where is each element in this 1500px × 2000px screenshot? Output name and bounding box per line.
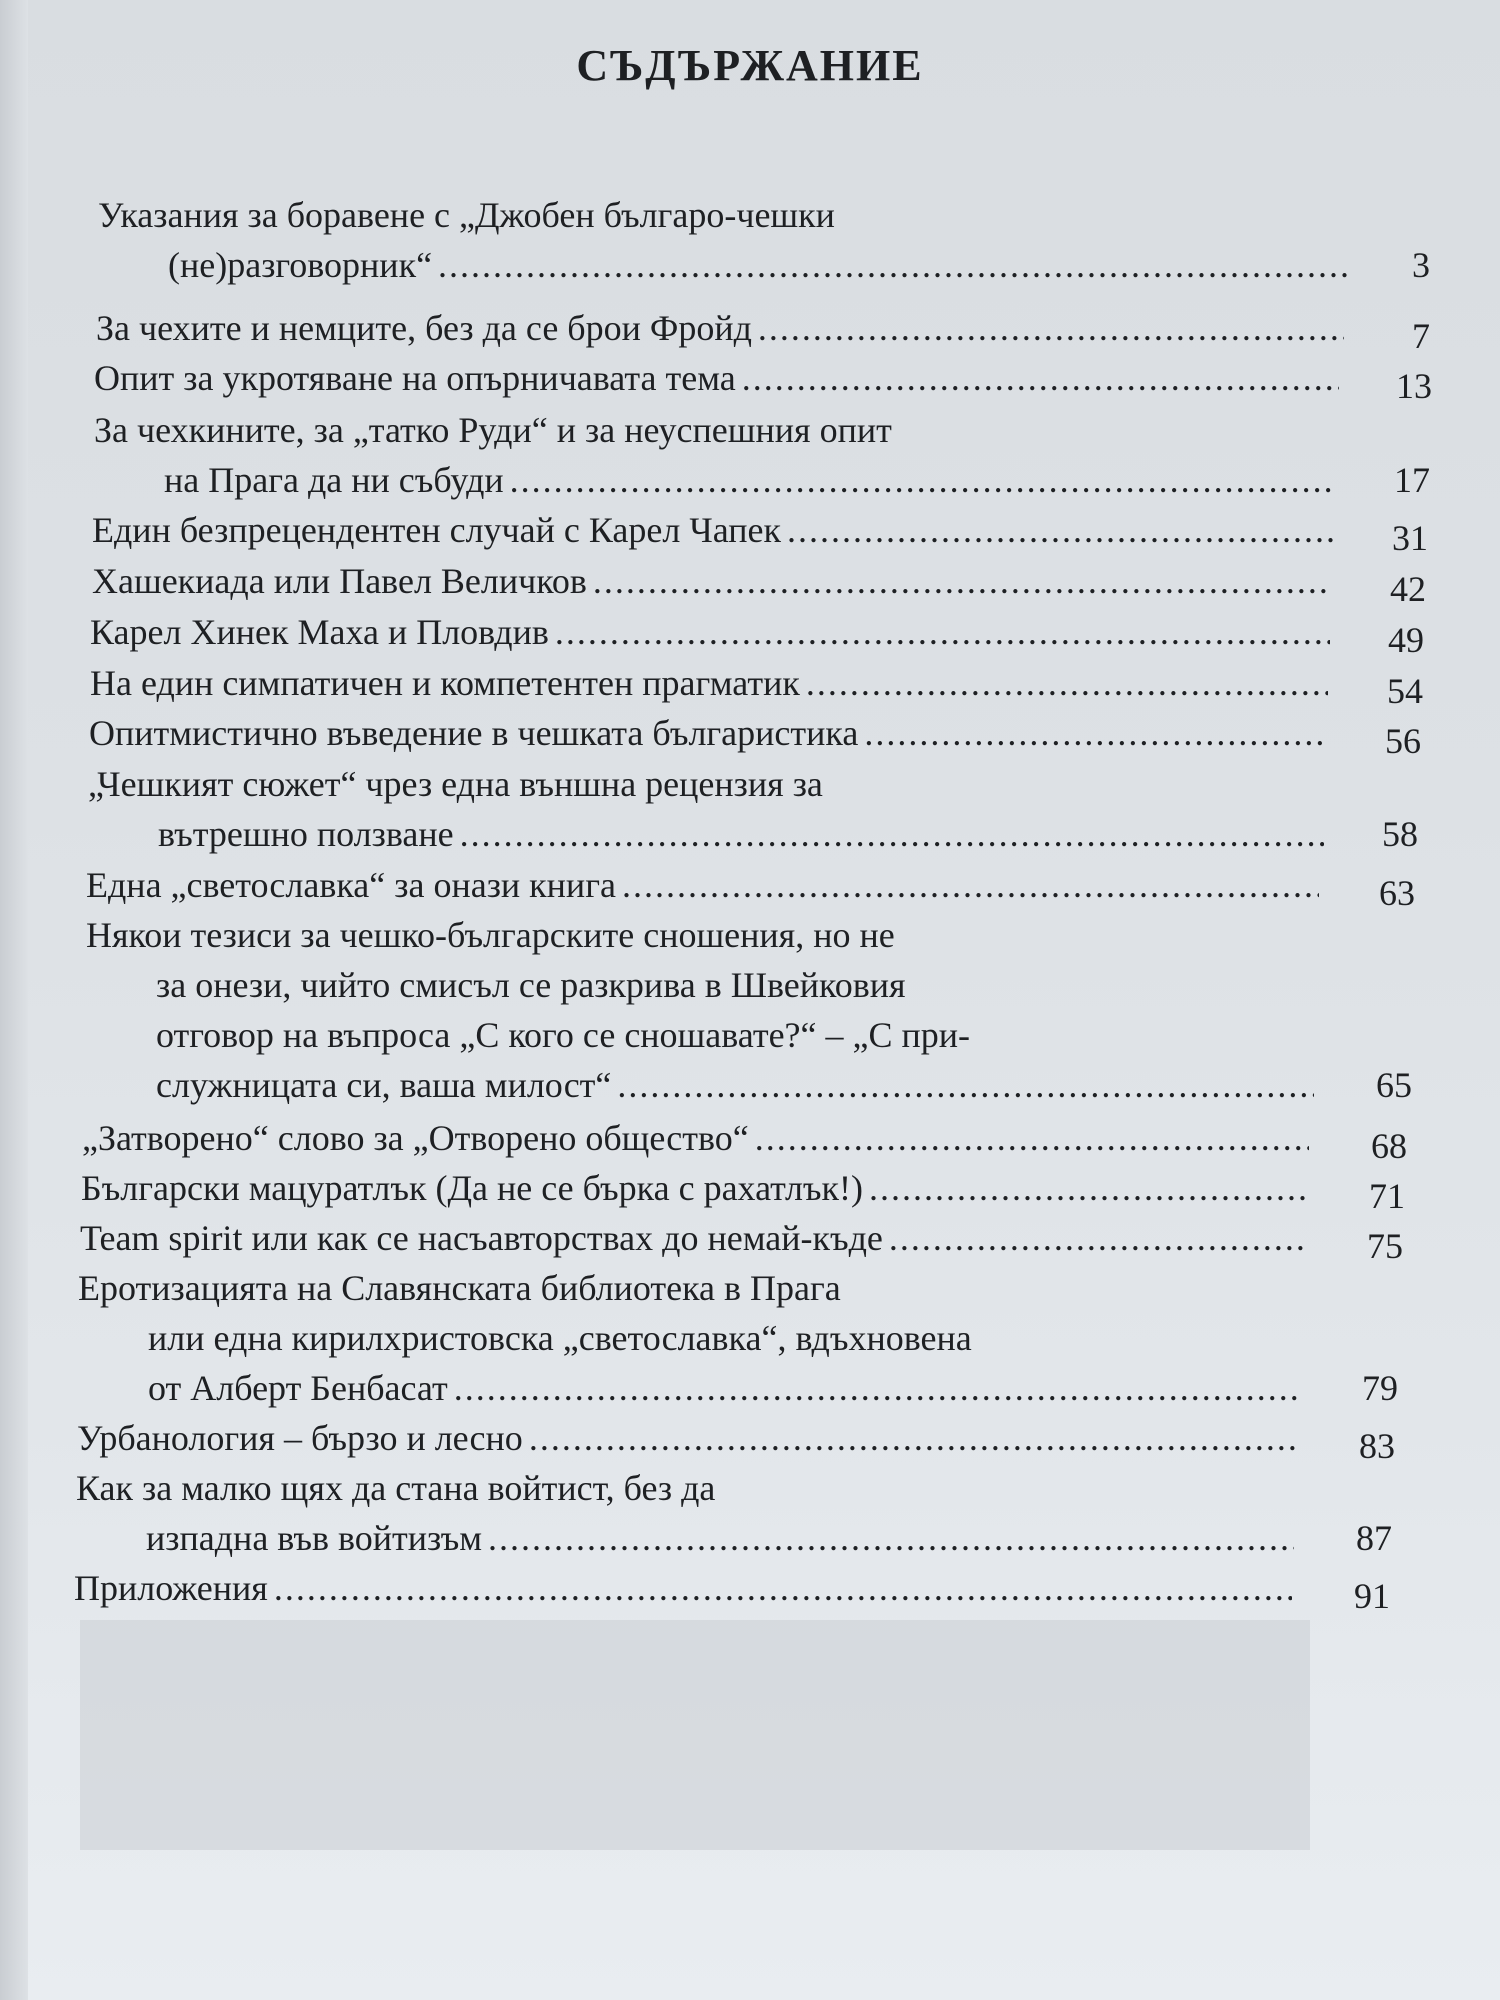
- toc-entry-text: За чехите и немците, без да се брои Фройд: [96, 308, 752, 348]
- toc-entry-text: от Алберт Бенбасат: [148, 1368, 448, 1408]
- toc-page-number: 7: [1412, 316, 1430, 356]
- toc-page-number: 63: [1379, 873, 1415, 913]
- dot-leader: [806, 663, 1328, 703]
- toc-page-number: 31: [1392, 518, 1428, 558]
- toc-entry-line: [82, 1118, 1315, 1158]
- toc-entry-line: [86, 915, 895, 955]
- toc-page-number: 83: [1359, 1426, 1395, 1466]
- toc-page-number: 91: [1354, 1576, 1390, 1616]
- toc-entry-line: [78, 1268, 841, 1308]
- toc-entry-text: служницата си, ваша милост“: [156, 1065, 612, 1105]
- toc-page-number: 3: [1412, 245, 1430, 285]
- toc-page-number: 56: [1385, 721, 1421, 761]
- toc-entry-text: или една кирилхристовска „светославка“, вдъхновена: [148, 1318, 972, 1358]
- toc-page-number: 79: [1362, 1368, 1398, 1408]
- toc-entry-text: Една „светославка“ за онази книга: [86, 865, 616, 905]
- toc-entry-line: [94, 410, 892, 450]
- toc-page-number: 42: [1390, 569, 1426, 609]
- dot-leader: [555, 612, 1330, 652]
- toc-entry-line: [90, 612, 1336, 652]
- toc-entry-line: [89, 713, 1332, 753]
- toc-entry-text: изпадна във войтизъм: [146, 1518, 483, 1558]
- dot-leader: [864, 713, 1326, 753]
- toc-entry-text: Урбанология – бързо и лесно: [77, 1418, 523, 1458]
- toc-entry-line: [96, 308, 1350, 348]
- toc-entry-line: [76, 1468, 715, 1508]
- toc-entry-text: За чехкините, за „татко Руди“ и за неуспешния опит: [94, 410, 892, 450]
- toc-entry-text: „Чешкият сюжет“ чрез една външна рецензия за: [88, 764, 823, 804]
- toc-entry-text: Приложения: [74, 1568, 268, 1608]
- dot-leader: [758, 308, 1344, 348]
- toc-page-number: 65: [1376, 1065, 1412, 1105]
- toc-page-number: 68: [1371, 1126, 1407, 1166]
- toc-entry-line: [88, 764, 823, 804]
- toc-entry-text: на Прага да ни събуди: [164, 460, 504, 500]
- toc-entry-text: Как за малко щях да стана войтист, без да: [76, 1468, 716, 1508]
- dot-leader: [460, 814, 1324, 854]
- dot-leader: [454, 1368, 1301, 1408]
- toc-entry-line: [156, 1015, 970, 1055]
- dot-leader: [510, 460, 1337, 500]
- toc-entry-line: [80, 1218, 1311, 1258]
- dot-leader: [488, 1518, 1294, 1558]
- dot-leader: [438, 245, 1349, 285]
- toc-entry-line: [81, 1168, 1313, 1208]
- toc-entry-line: [98, 195, 835, 235]
- toc-entry-text: Някои тезиси за чешко-българските сношения, но не: [86, 915, 895, 955]
- toc-entry-line: [158, 814, 1330, 854]
- toc-entry-text: Опитмистично въведение в чешката българистика: [89, 713, 859, 753]
- dot-leader: [787, 510, 1334, 550]
- toc-entry-line: [156, 1065, 1320, 1105]
- dot-leader: [622, 865, 1319, 905]
- toc-entry-text: „Затворено“ слово за „Отворено общество“: [82, 1118, 749, 1158]
- dot-leader: [529, 1418, 1296, 1458]
- toc-entry-text: Указания за боравене с „Джобен българо-чешки: [98, 195, 835, 235]
- toc-entry-line: [148, 1318, 972, 1358]
- toc-entry-line: [92, 561, 1338, 601]
- toc-page-number: 58: [1382, 814, 1418, 854]
- toc-entry-line: [74, 1568, 1298, 1608]
- toc-entry-text: Един безпрецендентен случай с Карел Чапек: [92, 510, 781, 550]
- dot-leader: [274, 1568, 1292, 1608]
- toc-entry-text: (не)разговорник“: [168, 245, 433, 285]
- toc-entry-line: [86, 865, 1325, 905]
- toc-entry-line: [94, 358, 1345, 398]
- toc-entry-line: [148, 1368, 1307, 1408]
- dot-leader: [593, 561, 1332, 601]
- toc-page-number: 49: [1388, 620, 1424, 660]
- dot-leader: [889, 1218, 1305, 1258]
- toc-page-number: 17: [1394, 460, 1430, 500]
- toc-page-number: 71: [1369, 1176, 1405, 1216]
- toc-entry-text: Хашекиада или Павел Величков: [92, 561, 587, 601]
- toc-title: СЪДЪРЖАНИЕ: [576, 41, 924, 90]
- toc-entry-line: [77, 1418, 1302, 1458]
- toc-entry-text: Опит за укротяване на опърничавата тема: [94, 358, 736, 398]
- toc-entry-text: Български мацуратлък (Да не се бърка с рахатлък!): [81, 1168, 863, 1208]
- toc-page-number: 87: [1356, 1518, 1392, 1558]
- toc-page-number: 13: [1396, 366, 1432, 406]
- toc-page-number: 54: [1387, 671, 1423, 711]
- toc-page-number: 75: [1367, 1226, 1403, 1266]
- dot-leader: [617, 1065, 1314, 1105]
- toc-entry-line: [146, 1518, 1300, 1558]
- toc-entry-text: Team spirit или как се насъавторствах до немай-къде: [80, 1218, 883, 1258]
- dot-leader: [755, 1118, 1309, 1158]
- toc-entry-text: Карел Хинек Маха и Пловдив: [90, 612, 549, 652]
- toc-entry-text: На един симпатичен и компетентен прагматик: [90, 663, 800, 703]
- dot-leader: [742, 358, 1339, 398]
- dot-leader: [869, 1168, 1307, 1208]
- toc-entry-text: вътрешно ползване: [158, 814, 454, 854]
- toc-entry-text: отговор на въпроса „С кого се сношавате?“ – „С при-: [156, 1015, 971, 1055]
- toc-entry-text: за онези, чийто смисъл се разкрива в Швейковия: [156, 965, 906, 1005]
- toc-entry-line: [90, 663, 1334, 703]
- toc-entry-line: [168, 245, 1355, 285]
- toc-entry-line: [92, 510, 1340, 550]
- toc-entry-line: [164, 460, 1343, 500]
- toc-entry-text: Еротизацията на Славянската библиотека в Прага: [78, 1268, 841, 1308]
- toc-entry-line: [156, 965, 906, 1005]
